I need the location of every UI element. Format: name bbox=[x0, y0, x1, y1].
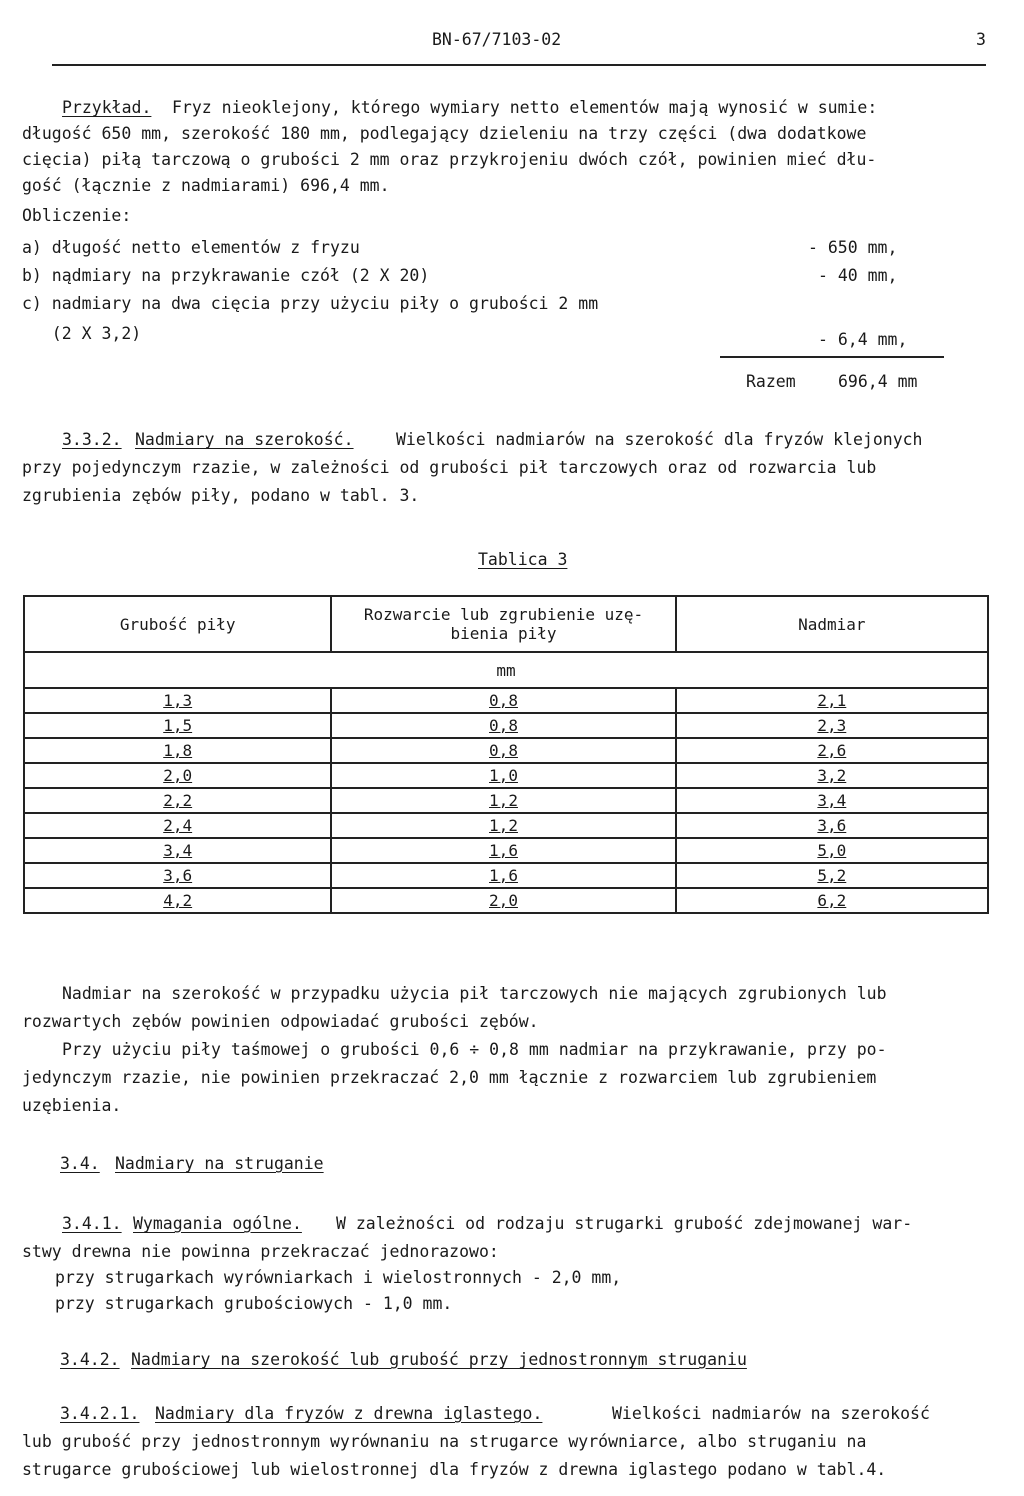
table-cell: 5,2 bbox=[676, 863, 988, 888]
table-cell: 2,4 bbox=[24, 813, 331, 838]
table-cell: 1,6 bbox=[331, 838, 675, 863]
notes-line: Przy użyciu piły taśmowej o grubości 0,6 ÷ 0,8 mm nadmiar na przykrawanie, przy po- bbox=[62, 1040, 887, 1059]
table-cell: 1,2 bbox=[331, 813, 675, 838]
example-line: gość (łącznie z nadmiarami) 696,4 mm. bbox=[22, 176, 390, 195]
table-row bbox=[24, 813, 988, 838]
header-rule bbox=[52, 64, 986, 66]
notes-line: rozwartych zębów powinien odpowiadać grubości zębów. bbox=[22, 1012, 539, 1031]
table-cell: 1,2 bbox=[331, 788, 675, 813]
total-value: 696,4 mm bbox=[838, 372, 918, 391]
sum-rule bbox=[720, 356, 944, 358]
calculation-value: - 40 mm, bbox=[818, 266, 898, 285]
table-cell: 1,6 bbox=[331, 863, 675, 888]
table-cell: 5,0 bbox=[676, 838, 988, 863]
table-row bbox=[24, 788, 988, 813]
table-cell: 3,6 bbox=[676, 813, 988, 838]
paragraph-line: W zależności od rodzaju strugarki grubość zdejmowanej war- bbox=[336, 1214, 913, 1233]
table-row bbox=[24, 763, 988, 788]
section-title: Nadmiary dla fryzów z drewna iglastego. bbox=[155, 1404, 543, 1423]
calculation-value: - 650 mm, bbox=[808, 238, 898, 257]
paragraph-line: strugarce grubościowej lub wielostronnej dla fryzów z drewna iglastego podano w tabl.4. bbox=[22, 1460, 887, 1479]
total-label: Razem bbox=[746, 372, 796, 391]
table-row bbox=[24, 738, 988, 763]
table-cell: 1,0 bbox=[331, 763, 675, 788]
table-unit-row bbox=[24, 652, 988, 688]
section-number: 3.4.2. bbox=[60, 1350, 120, 1369]
unit-label: mm bbox=[24, 652, 988, 688]
column-header-allowance: Nadmiar bbox=[676, 596, 988, 652]
calculation-heading: Obliczenie: bbox=[22, 206, 132, 225]
paragraph-line: stwy drewna nie powinna przekraczać jednorazowo: bbox=[22, 1242, 499, 1261]
table-cell: 3,6 bbox=[24, 863, 331, 888]
table-row bbox=[24, 713, 988, 738]
table-row bbox=[24, 863, 988, 888]
header-line: bienia piły bbox=[450, 624, 557, 643]
table-cell: 2,1 bbox=[676, 688, 988, 713]
table-cell: 0,8 bbox=[331, 713, 675, 738]
paragraph-line: lub grubość przy jednostronnym wyrównaniu na strugarce wyrówniarce, albo struganiu na bbox=[22, 1432, 867, 1451]
table-cell: 1,8 bbox=[24, 738, 331, 763]
column-header-tooth-set bbox=[331, 596, 675, 652]
paragraph-line: Wielkości nadmiarów na szerokość dla fryzów klejonych bbox=[396, 430, 923, 449]
table-cell: 3,4 bbox=[676, 788, 988, 813]
page-number: 3 bbox=[976, 30, 986, 49]
table-cell: 0,8 bbox=[331, 738, 675, 763]
notes-line: Nadmiar na szerokość w przypadku użycia pił tarczowych nie mających zgrubionych lub bbox=[62, 984, 887, 1003]
table-cell: 1,3 bbox=[24, 688, 331, 713]
section-title: Nadmiary na szerokość. bbox=[135, 430, 354, 449]
table-caption: Tablica 3 bbox=[478, 550, 568, 569]
header-line: Rozwarcie lub zgrubienie uzę- bbox=[363, 605, 644, 624]
section-number: 3.4. bbox=[60, 1154, 100, 1173]
calculation-item: b) nądmiary na przykrawanie czół (2 X 20) bbox=[22, 266, 430, 285]
example-line: długość 650 mm, szerokość 180 mm, podlegający dzieleniu na trzy części (dwa dodatkowe bbox=[22, 124, 867, 143]
table-cell: 4,2 bbox=[24, 888, 331, 913]
table-cell: 2,0 bbox=[24, 763, 331, 788]
example-line: cięcia) piłą tarczową o grubości 2 mm oraz przykrojeniu dwóch czół, powinien mieć dłu- bbox=[22, 150, 877, 169]
document-code: BN-67/7103-02 bbox=[432, 30, 562, 49]
table-cell: 6,2 bbox=[676, 888, 988, 913]
table-cell: 3,4 bbox=[24, 838, 331, 863]
table-row bbox=[24, 888, 988, 913]
table-cell: 1,5 bbox=[24, 713, 331, 738]
calculation-item: c) nadmiary na dwa cięcia przy użyciu piły o grubości 2 mm bbox=[22, 294, 599, 313]
notes-line: uzębienia. bbox=[22, 1096, 122, 1115]
section-number: 3.3.2. bbox=[62, 430, 122, 449]
section-number: 3.4.2.1. bbox=[60, 1404, 140, 1423]
table-cell: 3,2 bbox=[676, 763, 988, 788]
calculation-value: - 6,4 mm, bbox=[818, 330, 908, 349]
table-cell: 0,8 bbox=[331, 688, 675, 713]
section-number: 3.4.1. bbox=[62, 1214, 122, 1233]
table-3 bbox=[23, 595, 989, 914]
paragraph-line: przy strugarkach grubościowych - 1,0 mm. bbox=[55, 1294, 453, 1313]
table-header-row bbox=[24, 596, 988, 652]
example-line: Fryz nieoklejony, którego wymiary netto elementów mają wynosić w sumie: bbox=[172, 98, 878, 117]
section-title: Wymagania ogólne. bbox=[133, 1214, 302, 1233]
example-label: Przykład. bbox=[62, 98, 152, 117]
calculation-item: a) długość netto elementów z fryzu bbox=[22, 238, 360, 257]
table-cell: 2,3 bbox=[676, 713, 988, 738]
table-row bbox=[24, 838, 988, 863]
column-header-saw-thickness: Grubość piły bbox=[24, 596, 331, 652]
notes-line: jedynczym rzazie, nie powinien przekraczać 2,0 mm łącznie z rozwarciem lub zgrubieniem bbox=[22, 1068, 877, 1087]
paragraph-line: zgrubienia zębów piły, podano w tabl. 3. bbox=[22, 486, 420, 505]
section-title: Nadmiary na szerokość lub grubość przy jednostronnym struganiu bbox=[131, 1350, 747, 1369]
table-cell: 2,6 bbox=[676, 738, 988, 763]
calculation-item: (2 X 3,2) bbox=[22, 324, 142, 343]
table-cell: 2,2 bbox=[24, 788, 331, 813]
paragraph-line: Wielkości nadmiarów na szerokość bbox=[612, 1404, 930, 1423]
table-row bbox=[24, 688, 988, 713]
table-cell: 2,0 bbox=[331, 888, 675, 913]
paragraph-line: przy pojedynczym rzazie, w zależności od grubości pił tarczowych oraz od rozwarcia lub bbox=[22, 458, 877, 477]
paragraph-line: przy strugarkach wyrówniarkach i wielostronnych - 2,0 mm, bbox=[55, 1268, 622, 1287]
section-title: Nadmiary na struganie bbox=[115, 1154, 324, 1173]
